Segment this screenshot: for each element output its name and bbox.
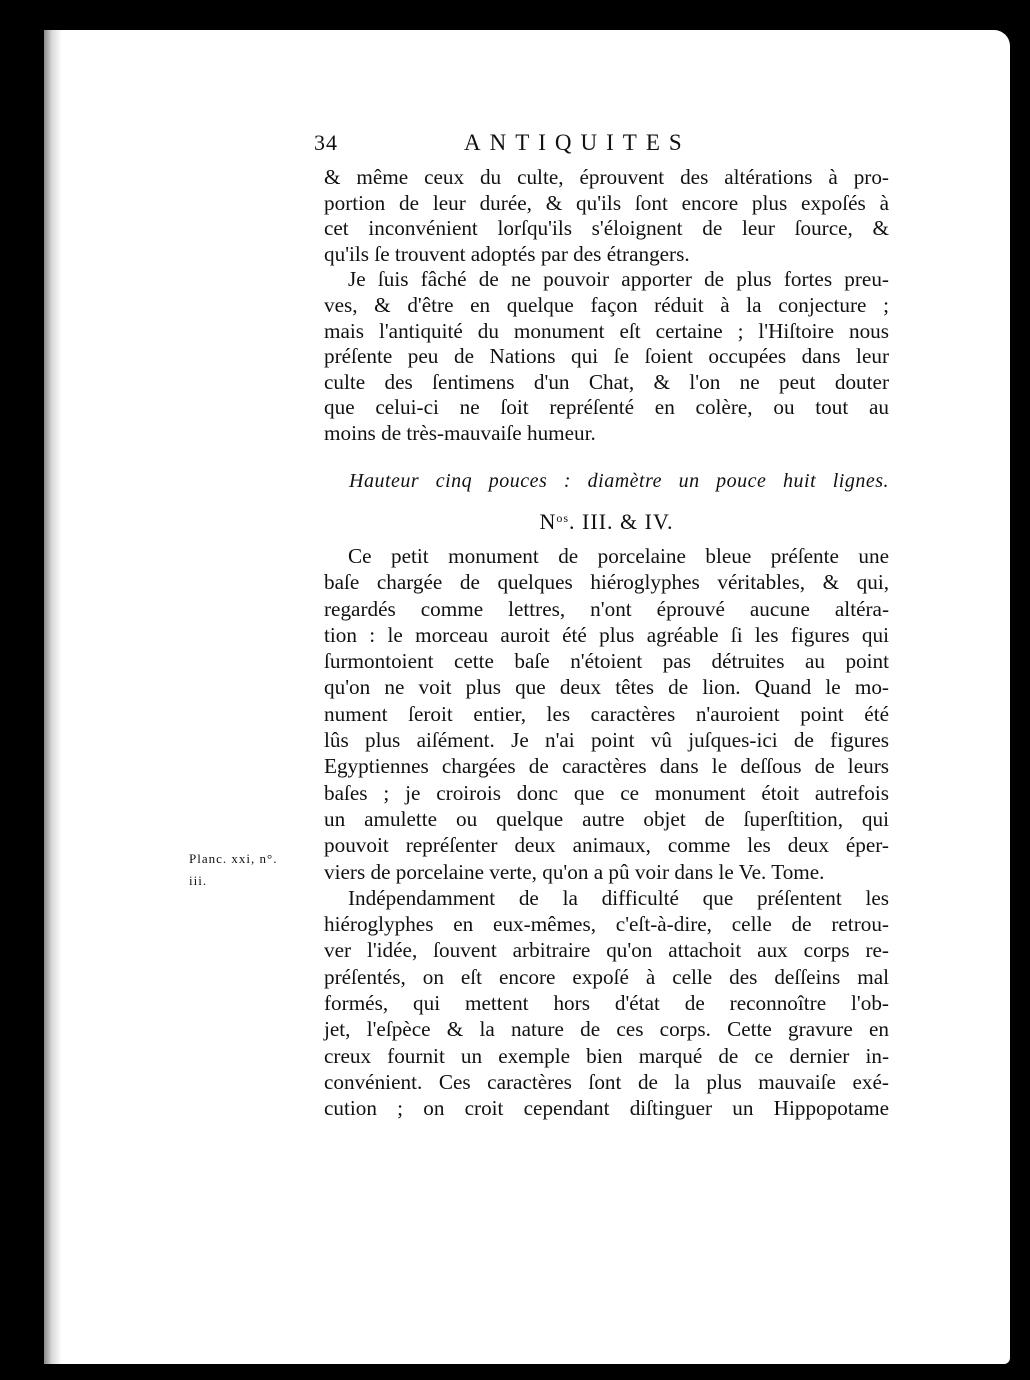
text-line: pouvoit repréſenter deux animaux, comme les deux éper- <box>324 833 889 858</box>
text-line: lûs plus aiſément. Je n'ai point vû juſques-ici de figures <box>324 728 889 753</box>
text-line: mais l'antiquité du monument eſt certaine ; l'Hiſtoire nous <box>324 318 889 343</box>
text-line: viers de porcelaine verte, qu'on a pû voir dans le Ve. Tome. <box>324 859 825 884</box>
section-heading <box>324 509 889 535</box>
text-line: Ce petit monument de porcelaine bleue préſente une <box>348 544 889 568</box>
text-line: baſes ; je croirois donc que ce monument étoit autrefois <box>324 780 889 805</box>
running-title: ANTIQUITES <box>464 130 691 155</box>
text-line: cet inconvénient lorſqu'ils s'éloignent de leur ſource, & <box>324 216 889 241</box>
text-line: ves, & d'être en quelque façon réduit à la conjecture ; <box>324 292 889 317</box>
text-line: & même ceux du culte, éprouvent des altérations à pro- <box>324 165 889 189</box>
text-line: Indépendamment de la difficulté que préſentent les <box>348 885 889 910</box>
text-line: baſe chargée de quelques hiéroglyphes véritables, & qui, <box>324 570 889 595</box>
text-line: regardés comme lettres, n'ont éprouvé aucune altéra- <box>324 596 889 621</box>
text-line: Egyptiennes chargées de caractères dans le deſſous de leurs <box>324 754 889 779</box>
text-line: ver l'idée, ſouvent arbitraire qu'on attachoit aux corps re- <box>324 938 889 963</box>
text-line: formés, qui mettent hors d'état de reconnoître l'ob- <box>324 991 889 1016</box>
text-line: Je ſuis fâché de ne pouvoir apporter de plus fortes preu- <box>348 267 889 292</box>
text-line: cution ; on croit cependant diſtinguer un Hippopotame <box>324 1096 889 1121</box>
page-header <box>314 130 884 164</box>
text-line: tion : le morceau auroit été plus agréable ſi les figures qui <box>324 622 889 647</box>
text-line: convénient. Ces caractères ſont de la plus mauvaiſe exé- <box>324 1069 889 1094</box>
text-line: hiéroglyphes en eux-mêmes, c'eſt-à-dire, celle de retrou- <box>324 912 889 937</box>
paragraph-block-1 <box>324 165 889 447</box>
text-line: qu'ils ſe trouvent adoptés par des étrangers. <box>324 241 690 266</box>
text-line: préſentés, on eſt encore expoſé à celle des deſſeins mal <box>324 964 889 989</box>
text-line: préſente peu de Nations qui ſe ſoient occupées dans leur <box>324 344 889 369</box>
text-line: creux fournit un exemple bien marqué de ce dernier in- <box>324 1043 889 1068</box>
heading-superscript: os <box>556 511 570 525</box>
text-line: ſurmontoient cette baſe n'étoient pas détruites au point <box>324 649 889 674</box>
text-line: qu'on ne voit plus que deux têtes de lion. Quand le mo- <box>324 675 889 700</box>
page-number: 34 <box>314 130 338 155</box>
text-line: portion de leur durée, & qu'ils ſont encore plus expoſés à <box>324 190 889 215</box>
margin-note-line: iii. <box>189 873 208 888</box>
margin-note <box>189 848 319 892</box>
text-line: que celui-ci ne ſoit repréſenté en colère, ou tout au <box>324 395 889 420</box>
dimensions-caption: Hauteur cinq pouces : diamètre un pouce huit lignes. <box>349 470 889 492</box>
paragraph-block-2 <box>324 543 889 1122</box>
heading-rest: . III. & IV. <box>569 509 674 534</box>
margin-note-line: Planc. xxi, n°. <box>189 851 278 866</box>
text-line: jet, l'eſpèce & la nature de ces corps. Cette gravure en <box>324 1017 889 1042</box>
book-page <box>44 30 1010 1364</box>
text-line: nument ſeroit entier, les caractères n'auroient point été <box>324 701 889 726</box>
text-line: moins de très-mauvaiſe humeur. <box>324 420 596 445</box>
text-line: culte des ſentimens d'un Chat, & l'on ne peut douter <box>324 369 889 394</box>
heading-prefix: N <box>539 509 557 534</box>
text-line: un amulette ou quelque autre objet de ſuperſtition, qui <box>324 806 889 831</box>
